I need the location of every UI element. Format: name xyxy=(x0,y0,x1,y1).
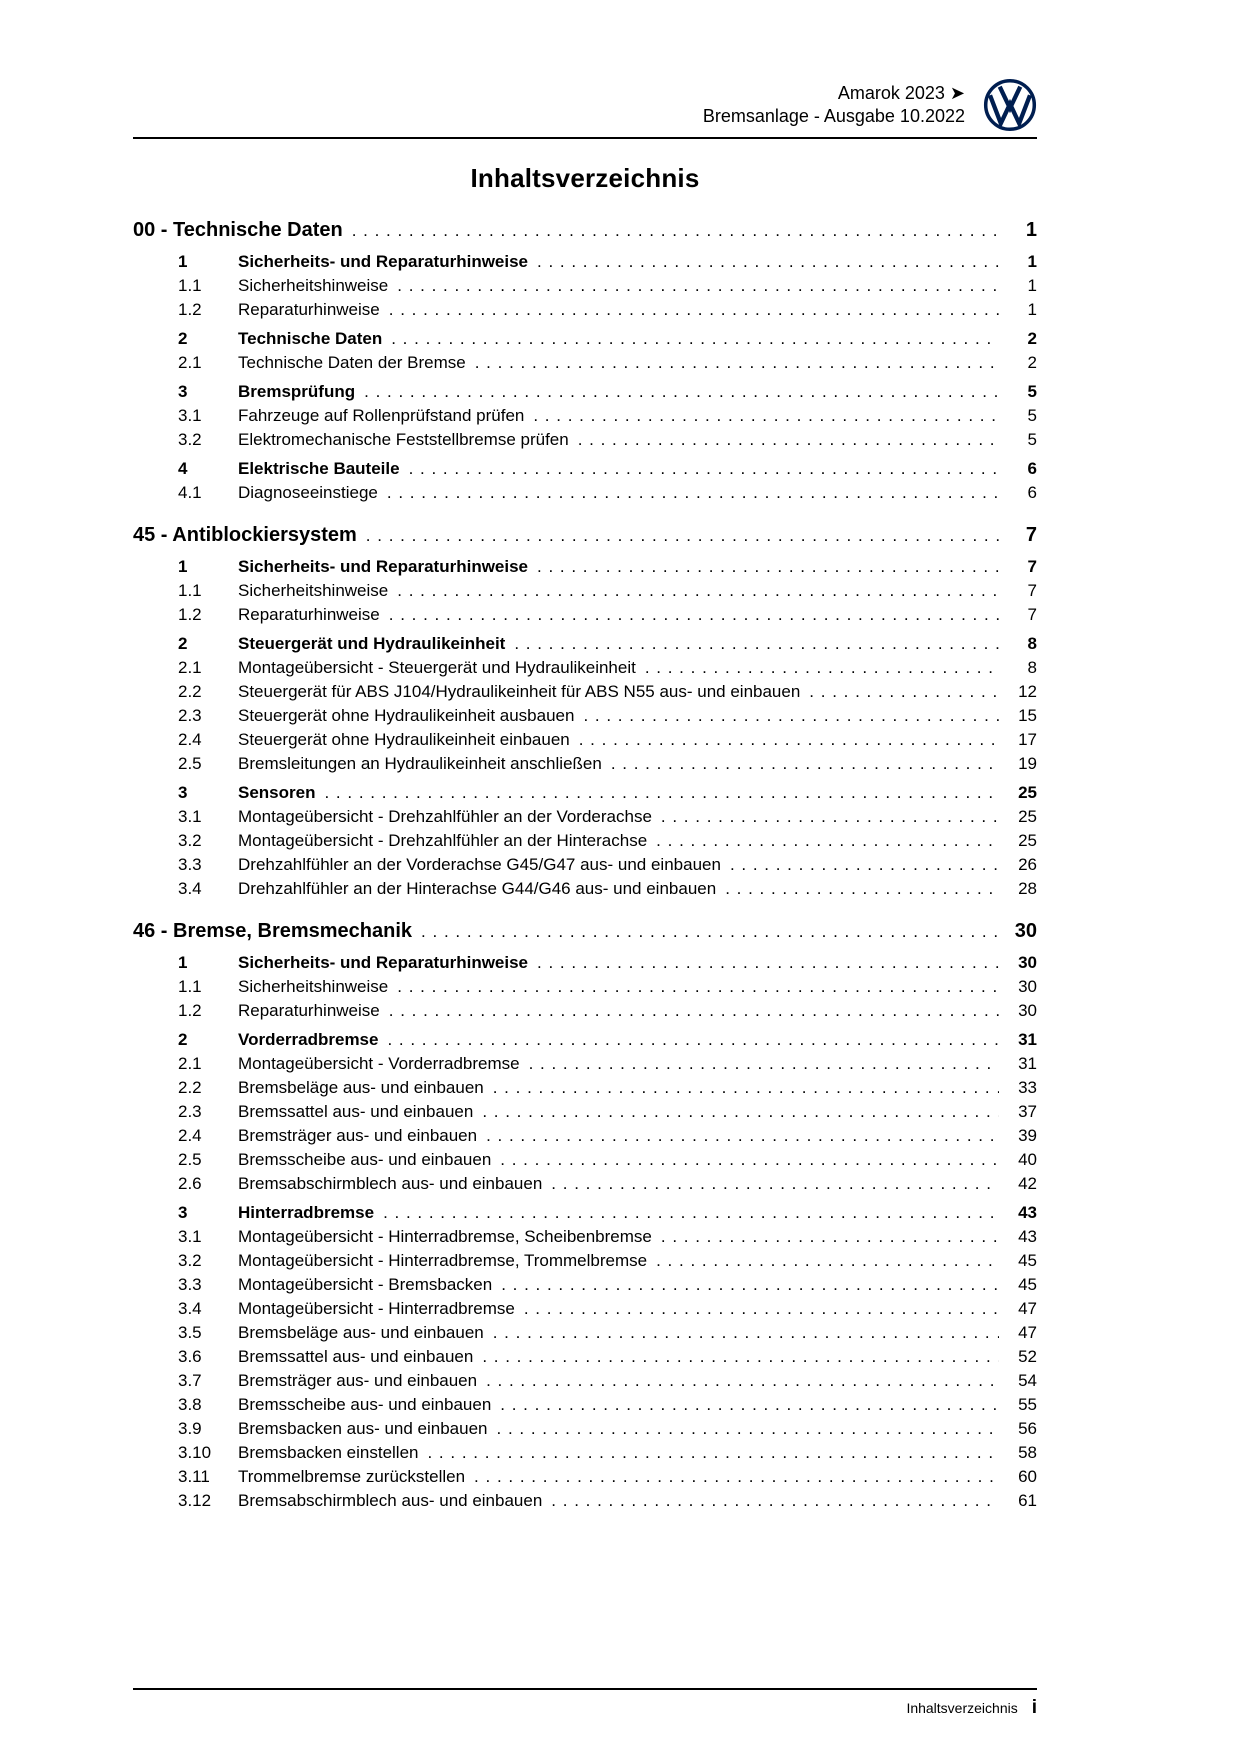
toc-entry-row xyxy=(133,298,1037,322)
dot-leader xyxy=(551,1172,999,1196)
toc-entry-page: 5 xyxy=(1027,430,1037,449)
toc-chapter-row xyxy=(133,216,1037,245)
dot-leader xyxy=(645,656,999,680)
toc-chapter-label: 46 - Bremse, Bremsmechanik xyxy=(133,920,413,942)
dot-leader xyxy=(578,428,999,452)
dot-leader xyxy=(500,1393,999,1417)
toc-entry-number: 2.3 xyxy=(178,706,202,725)
toc-entry-page: 7 xyxy=(1027,557,1037,576)
toc-entry-number: 4 xyxy=(178,459,188,478)
toc-entry-page: 60 xyxy=(1018,1467,1037,1486)
toc-entry-label: Sicherheitshinweise xyxy=(238,276,389,295)
toc-entry-row xyxy=(133,1393,1037,1417)
dot-leader xyxy=(366,522,999,550)
toc-entry-label: Bremsscheibe aus- und einbauen xyxy=(238,1395,492,1414)
dot-leader xyxy=(493,1076,999,1100)
toc-entry-page: 25 xyxy=(1018,831,1037,850)
toc-entry-row xyxy=(133,853,1037,877)
toc-entry-number: 3.7 xyxy=(178,1371,202,1390)
toc-entry-page: 39 xyxy=(1018,1126,1037,1145)
toc-entry-row xyxy=(133,274,1037,298)
toc-entry-page: 42 xyxy=(1018,1174,1037,1193)
toc-entry-row xyxy=(133,481,1037,505)
toc-entry-number: 3.3 xyxy=(178,855,202,874)
toc-entry-number: 3.2 xyxy=(178,430,202,449)
dot-leader xyxy=(397,579,999,603)
toc-entry-row xyxy=(133,1441,1037,1465)
toc-entry-label: Bremsbacken einstellen xyxy=(238,1443,419,1462)
footer-page-number: i xyxy=(1031,1697,1037,1718)
toc-entry-label: Sicherheits- und Reparaturhinweise xyxy=(238,953,529,972)
toc-entry-row xyxy=(133,1201,1037,1225)
toc-entry-number: 3 xyxy=(178,1203,188,1222)
toc-entry-number: 3.8 xyxy=(178,1395,202,1414)
toc-entry-number: 2 xyxy=(178,634,188,653)
toc-entry-label: Montageübersicht - Vorderradbremse xyxy=(238,1054,520,1073)
toc-entry-label: Reparaturhinweise xyxy=(238,300,380,319)
dot-leader xyxy=(352,217,999,245)
dot-leader xyxy=(537,951,999,975)
dot-leader xyxy=(529,1052,999,1076)
toc-entry-number: 2.2 xyxy=(178,682,202,701)
toc-entry-number: 3.9 xyxy=(178,1419,202,1438)
toc-entry-number: 1 xyxy=(178,252,188,271)
toc-entry-page: 43 xyxy=(1018,1227,1037,1246)
dot-leader xyxy=(500,1148,999,1172)
toc-entry-page: 52 xyxy=(1018,1347,1037,1366)
toc-entry-page: 25 xyxy=(1018,783,1037,802)
toc-entry-page: 19 xyxy=(1018,754,1037,773)
toc-chapter-page: 1 xyxy=(1025,219,1037,241)
dot-leader xyxy=(730,853,999,877)
toc-chapter-block xyxy=(133,216,1037,505)
toc-chapter-row xyxy=(133,917,1037,946)
toc-entry-label: Hinterradbremse xyxy=(238,1203,375,1222)
toc-entry-label: Montageübersicht - Hinterradbremse, Scheibenbremse xyxy=(238,1227,652,1246)
toc-entry-number: 2.6 xyxy=(178,1174,202,1193)
dot-leader xyxy=(551,1489,999,1513)
toc-entry-page: 25 xyxy=(1018,807,1037,826)
toc-entry-page: 37 xyxy=(1018,1102,1037,1121)
toc-entry-label: Sicherheitshinweise xyxy=(238,581,389,600)
dot-leader xyxy=(497,1417,1000,1441)
toc-entry-page: 1 xyxy=(1027,252,1037,271)
toc-entry-page: 40 xyxy=(1018,1150,1037,1169)
header-model: Amarok 2023 ➤ xyxy=(837,83,965,103)
toc-entry-row xyxy=(133,752,1037,776)
toc-entry-row xyxy=(133,380,1037,404)
toc-entry-label: Technische Daten der Bremse xyxy=(238,353,466,372)
toc-entry-number: 1.1 xyxy=(178,276,202,295)
toc-entry-page: 2 xyxy=(1027,329,1037,348)
dot-leader xyxy=(501,1273,999,1297)
toc-entry-label: Montageübersicht - Hinterradbremse xyxy=(238,1299,515,1318)
dot-leader xyxy=(389,298,999,322)
page-footer xyxy=(133,1688,1037,1719)
toc-entry-row xyxy=(133,877,1037,901)
toc-entry-label: Steuergerät ohne Hydraulikeinheit einbauen xyxy=(238,730,570,749)
dot-leader xyxy=(324,781,999,805)
toc-entry-number: 1.1 xyxy=(178,977,202,996)
toc-entry-number: 3.4 xyxy=(178,1299,202,1318)
toc-chapter-row xyxy=(133,521,1037,550)
toc-entry-page: 45 xyxy=(1018,1251,1037,1270)
dot-leader xyxy=(725,877,999,901)
toc-entry-label: Bremsträger aus- und einbauen xyxy=(238,1126,478,1145)
toc-entry-row xyxy=(133,999,1037,1023)
toc-entry-label: Bremsbacken aus- und einbauen xyxy=(238,1419,488,1438)
toc-entry-row xyxy=(133,1172,1037,1196)
toc-entry-row xyxy=(133,1225,1037,1249)
toc-entry-label: Bremsprüfung xyxy=(238,382,356,401)
toc-entry-page: 1 xyxy=(1027,300,1037,319)
toc-entry-row xyxy=(133,1076,1037,1100)
toc-entry-number: 3 xyxy=(178,783,188,802)
toc-entry-row xyxy=(133,1028,1037,1052)
header-subtitle: Bremsanlage - Ausgabe 10.2022 xyxy=(702,106,965,126)
toc-entry-label: Technische Daten xyxy=(238,329,383,348)
toc-entry-row xyxy=(133,1417,1037,1441)
toc-entry-number: 1 xyxy=(178,557,188,576)
toc-entry-label: Reparaturhinweise xyxy=(238,1001,380,1020)
dot-leader xyxy=(661,805,999,829)
toc-entry-label: Sensoren xyxy=(238,783,316,802)
toc-entry-number: 3.1 xyxy=(178,406,202,425)
toc-entry-label: Sicherheits- und Reparaturhinweise xyxy=(238,252,529,271)
toc-entry-page: 58 xyxy=(1018,1443,1037,1462)
toc-chapter-label: 00 - Technische Daten xyxy=(133,219,343,241)
toc-entry-label: Montageübersicht - Drehzahlfühler an der Vorderachse xyxy=(238,807,652,826)
toc-entry-number: 3.12 xyxy=(178,1491,212,1510)
toc-entry-number: 2.5 xyxy=(178,1150,202,1169)
toc-entry-row xyxy=(133,1345,1037,1369)
toc-entry-row xyxy=(133,805,1037,829)
toc-entry-number: 3.1 xyxy=(178,1227,202,1246)
toc-entry-label: Fahrzeuge auf Rollenprüfstand prüfen xyxy=(238,406,525,425)
toc-entry-page: 6 xyxy=(1027,483,1037,502)
toc-entry-number: 3 xyxy=(178,382,188,401)
dot-leader xyxy=(583,704,999,728)
toc-entry-number: 1.1 xyxy=(178,581,202,600)
toc-entry-page: 28 xyxy=(1018,879,1037,898)
dot-leader xyxy=(486,1124,999,1148)
dot-leader xyxy=(809,680,999,704)
toc-entry-row xyxy=(133,656,1037,680)
toc-entry-label: Elektrische Bauteile xyxy=(238,459,400,478)
toc-entry-row xyxy=(133,704,1037,728)
toc-entry-row xyxy=(133,1489,1037,1513)
toc-entry-page: 5 xyxy=(1027,382,1037,401)
toc-entry-page: 56 xyxy=(1018,1419,1037,1438)
toc-entry-number: 4.1 xyxy=(178,483,202,502)
toc-entry-label: Reparaturhinweise xyxy=(238,605,380,624)
dot-leader xyxy=(474,1465,999,1489)
toc-entry-page: 8 xyxy=(1027,634,1037,653)
toc-entry-page: 43 xyxy=(1018,1203,1037,1222)
toc-entry-number: 1 xyxy=(178,953,188,972)
toc-entry-label: Montageübersicht - Steuergerät und Hydraulikeinheit xyxy=(238,658,636,677)
toc-entry-page: 7 xyxy=(1027,605,1037,624)
toc-chapter-block xyxy=(133,917,1037,1513)
toc-entry-page: 31 xyxy=(1018,1030,1037,1049)
dot-leader xyxy=(486,1369,999,1393)
dot-leader xyxy=(537,250,999,274)
toc-entry-page: 61 xyxy=(1018,1491,1037,1510)
dot-leader xyxy=(514,632,999,656)
toc-entry-label: Bremsleitungen an Hydraulikeinheit anschließen xyxy=(238,754,602,773)
toc-entry-page: 47 xyxy=(1018,1299,1037,1318)
toc-entry-number: 2.4 xyxy=(178,730,202,749)
dot-leader xyxy=(579,728,999,752)
toc-entry-label: Steuergerät für ABS J104/Hydraulikeinheit für ABS N55 aus- und einbauen xyxy=(238,682,801,701)
dot-leader xyxy=(387,1028,999,1052)
toc-entry-number: 2 xyxy=(178,1030,188,1049)
toc-entry-label: Sicherheits- und Reparaturhinweise xyxy=(238,557,529,576)
toc-entry-row xyxy=(133,975,1037,999)
page-header xyxy=(133,78,1037,132)
toc-entry-page: 5 xyxy=(1027,406,1037,425)
toc-entry-row xyxy=(133,1273,1037,1297)
toc-entry-row xyxy=(133,457,1037,481)
toc-entry-page: 54 xyxy=(1018,1371,1037,1390)
header-rule xyxy=(133,137,1037,139)
toc-entry-page: 30 xyxy=(1018,977,1037,996)
toc-entry-label: Steuergerät ohne Hydraulikeinheit ausbauen xyxy=(238,706,575,725)
toc-entry-number: 2.1 xyxy=(178,1054,202,1073)
page-title: Inhaltsverzeichnis xyxy=(470,163,700,193)
toc-entry-label: Vorderradbremse xyxy=(238,1030,379,1049)
toc-entry-page: 47 xyxy=(1018,1323,1037,1342)
toc-entry-row xyxy=(133,829,1037,853)
toc-chapter-page: 7 xyxy=(1025,524,1037,546)
toc-entry-page: 12 xyxy=(1018,682,1037,701)
dot-leader xyxy=(427,1441,999,1465)
dot-leader xyxy=(524,1297,999,1321)
dot-leader xyxy=(389,999,999,1023)
dot-leader xyxy=(409,457,999,481)
dot-leader xyxy=(482,1100,999,1124)
header-text-block xyxy=(703,82,965,128)
toc-entry-row xyxy=(133,579,1037,603)
toc-entry-label: Bremsträger aus- und einbauen xyxy=(238,1371,478,1390)
toc-entry-row xyxy=(133,1465,1037,1489)
toc-entry-row xyxy=(133,555,1037,579)
vw-logo-icon xyxy=(983,78,1037,132)
toc-entry-row xyxy=(133,728,1037,752)
toc-entry-label: Diagnoseeinstiege xyxy=(238,483,378,502)
dot-leader xyxy=(533,404,999,428)
toc-entry-label: Montageübersicht - Hinterradbremse, Trommelbremse xyxy=(238,1251,648,1270)
toc-entry-number: 3.2 xyxy=(178,1251,202,1270)
toc-entry-row xyxy=(133,1148,1037,1172)
toc-entry-number: 2.2 xyxy=(178,1078,202,1097)
toc-entry-row xyxy=(133,428,1037,452)
toc-entry-label: Trommelbremse zurückstellen xyxy=(238,1467,466,1486)
toc-entry-page: 15 xyxy=(1018,706,1037,725)
toc-entry-row xyxy=(133,1100,1037,1124)
toc-entry-row xyxy=(133,1249,1037,1273)
dot-leader xyxy=(656,829,999,853)
toc-entry-label: Elektromechanische Feststellbremse prüfen xyxy=(238,430,569,449)
dot-leader xyxy=(537,555,999,579)
footer-rule xyxy=(133,1688,1037,1690)
toc-entry-number: 2.3 xyxy=(178,1102,202,1121)
toc-entry-label: Bremsscheibe aus- und einbauen xyxy=(238,1150,492,1169)
dot-leader xyxy=(364,380,999,404)
toc-entry-row xyxy=(133,1297,1037,1321)
toc-entry-label: Bremsbeläge aus- und einbauen xyxy=(238,1078,484,1097)
dot-leader xyxy=(387,481,999,505)
toc-entry-page: 55 xyxy=(1018,1395,1037,1414)
toc-entry-number: 1.2 xyxy=(178,300,202,319)
toc-entry-row xyxy=(133,1124,1037,1148)
toc-entry-number: 3.3 xyxy=(178,1275,202,1294)
toc-entry-number: 1.2 xyxy=(178,605,202,624)
toc-entry-number: 2 xyxy=(178,329,188,348)
toc-entry-number: 3.6 xyxy=(178,1347,202,1366)
toc-entry-page: 6 xyxy=(1027,459,1037,478)
toc-entry-row xyxy=(133,951,1037,975)
toc-entry-label: Montageübersicht - Bremsbacken xyxy=(238,1275,493,1294)
toc-entry-page: 26 xyxy=(1018,855,1037,874)
toc-entry-number: 2.1 xyxy=(178,353,202,372)
dot-leader xyxy=(493,1321,999,1345)
dot-leader xyxy=(397,975,999,999)
toc-entry-number: 2.1 xyxy=(178,658,202,677)
toc-entry-row xyxy=(133,781,1037,805)
dot-leader xyxy=(475,351,999,375)
toc-entry-row xyxy=(133,680,1037,704)
toc-entry-page: 30 xyxy=(1018,1001,1037,1020)
toc-entry-row xyxy=(133,632,1037,656)
footer-row xyxy=(133,1697,1037,1719)
toc-entry-row xyxy=(133,1321,1037,1345)
dot-leader xyxy=(482,1345,999,1369)
dot-leader xyxy=(389,603,999,627)
toc-entry-number: 3.1 xyxy=(178,807,202,826)
toc-chapter-block xyxy=(133,521,1037,901)
toc-entry-row xyxy=(133,250,1037,274)
toc-entry-row xyxy=(133,351,1037,375)
toc-entry-label: Bremsbeläge aus- und einbauen xyxy=(238,1323,484,1342)
dot-leader xyxy=(611,752,999,776)
dot-leader xyxy=(661,1225,999,1249)
dot-leader xyxy=(383,1201,999,1225)
toc-entry-number: 1.2 xyxy=(178,1001,202,1020)
footer-label: Inhaltsverzeichnis xyxy=(906,1700,1018,1716)
dot-leader xyxy=(656,1249,999,1273)
toc-entry-page: 2 xyxy=(1027,353,1037,372)
toc-entry-label: Bremssattel aus- und einbauen xyxy=(238,1102,474,1121)
toc-entry-number: 3.5 xyxy=(178,1323,202,1342)
toc-entry-row xyxy=(133,327,1037,351)
toc-entry-page: 1 xyxy=(1027,276,1037,295)
toc-entry-page: 30 xyxy=(1018,953,1037,972)
toc-entry-number: 3.2 xyxy=(178,831,202,850)
dot-leader xyxy=(397,274,999,298)
toc-entry-row xyxy=(133,603,1037,627)
toc-entry-page: 7 xyxy=(1027,581,1037,600)
toc-entry-label: Bremsabschirmblech aus- und einbauen xyxy=(238,1491,543,1510)
toc-entry-page: 45 xyxy=(1018,1275,1037,1294)
toc-entry-label: Drehzahlfühler an der Hinterachse G44/G46 aus- und einbauen xyxy=(238,879,717,898)
toc-entry-label: Bremssattel aus- und einbauen xyxy=(238,1347,474,1366)
toc-entry-number: 3.10 xyxy=(178,1443,212,1462)
toc-entry-label: Drehzahlfühler an der Vorderachse G45/G47 aus- und einbauen xyxy=(238,855,721,874)
toc-entry-label: Bremsabschirmblech aus- und einbauen xyxy=(238,1174,543,1193)
toc-entry-row xyxy=(133,1052,1037,1076)
toc xyxy=(133,216,1037,1513)
toc-entry-number: 3.4 xyxy=(178,879,202,898)
toc-entry-number: 3.11 xyxy=(178,1467,210,1486)
toc-entry-label: Steuergerät und Hydraulikeinheit xyxy=(238,634,506,653)
toc-entry-page: 17 xyxy=(1018,730,1037,749)
dot-leader xyxy=(421,918,999,946)
toc-chapter-label: 45 - Antiblockiersystem xyxy=(133,524,357,546)
toc-entry-number: 2.5 xyxy=(178,754,202,773)
toc-entry-row xyxy=(133,404,1037,428)
toc-entry-row xyxy=(133,1369,1037,1393)
toc-entry-label: Montageübersicht - Drehzahlfühler an der Hinterachse xyxy=(238,831,648,850)
toc-entry-page: 31 xyxy=(1018,1054,1037,1073)
toc-entry-label: Sicherheitshinweise xyxy=(238,977,389,996)
toc-chapter-page: 30 xyxy=(1014,920,1037,942)
toc-entry-number: 2.4 xyxy=(178,1126,202,1145)
toc-entry-page: 8 xyxy=(1027,658,1037,677)
dot-leader xyxy=(391,327,999,351)
toc-entry-page: 33 xyxy=(1018,1078,1037,1097)
